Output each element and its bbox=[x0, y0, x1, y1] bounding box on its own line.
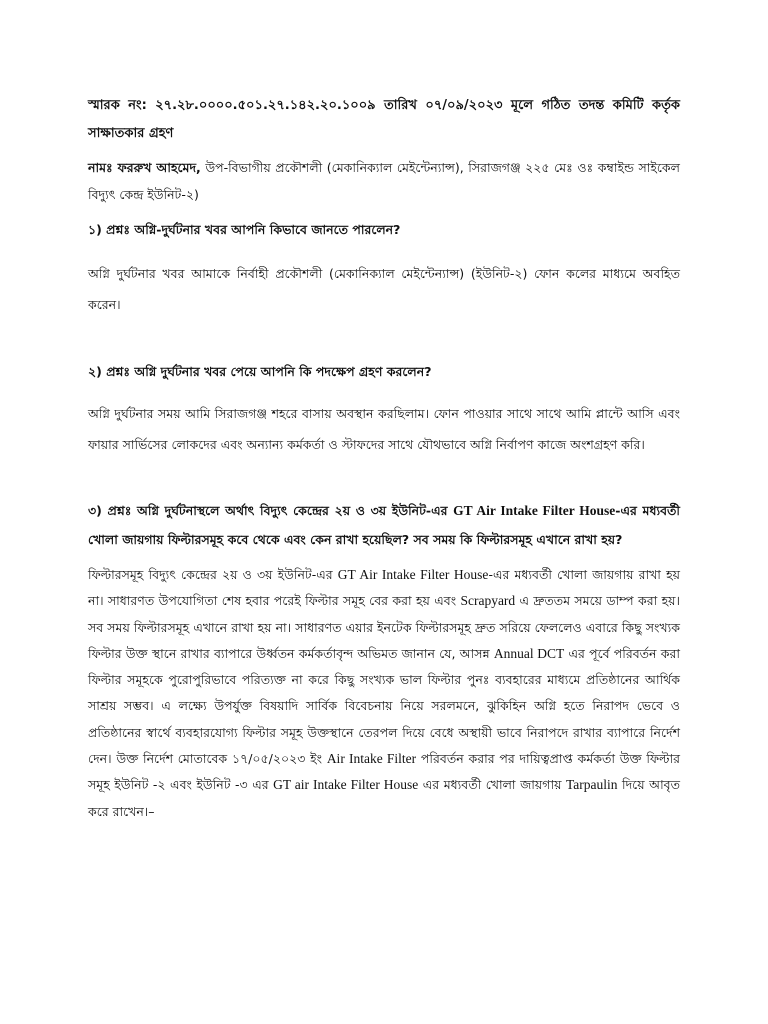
answer-1: অগ্নি দুর্ঘটনার খবর আমাকে নির্বাহী প্রকৌশলী (মেকানিক্যাল মেইন্টেন্যান্স) (ইউনিট-২) ফোন কলের মাধ্যমে অবহিত করেন। bbox=[88, 266, 680, 312]
interviewee-name: নামঃ ফররুখ আহমেদ, bbox=[88, 160, 201, 175]
memo-reference-heading: স্মারক নং: ২৭.২৮.০০০০.৫০১.২৭.১৪২.২০.১০০৯ তারিখ ০৭/০৯/২০২৩ মূলে গঠিত তদন্ত কমিটি কর্তৃক সাক্ষাতকার গ্রহণ bbox=[88, 98, 680, 141]
interviewee-designation: উপ-বিভাগীয় প্রকৌশলী (মেকানিক্যাল মেইন্টেন্যান্স), সিরাজগঞ্জ ২২৫ মেঃ ওঃ কম্বাইন্ড সাইকেল বিদ্যুৎ কেন্দ্র ইউনিট-২) bbox=[88, 160, 680, 202]
question-1: ১) প্রশ্নঃ অগ্নি-দুর্ঘটনার খবর আপনি কিভাবে জানতে পারলেন? bbox=[88, 222, 401, 237]
answer-3-latin-term: Annual DCT bbox=[493, 645, 565, 661]
answer-2: অগ্নি দুর্ঘটনার সময় আমি সিরাজগঞ্জ শহরে বাসায় অবস্থান করছিলাম। ফোন পাওয়ার সাথে সাথে আমি প্লান্টে আসি এবং ফায়ার সার্ভিসের লোকদের এবং অন্যান্য কর্মকর্তা ও স্টাফদের সাথে যৌথভাবে অগ্নি নির্বাপণ কাজে অংশগ্রহণ করি। bbox=[88, 406, 680, 452]
answer-3-part: ফিল্টারসমূহ বিদ্যুৎ কেন্দ্রের ২য় ও ৩য় ইউনিট-এর bbox=[88, 567, 338, 582]
question-3-part: ৩) প্রশ্নঃ অগ্নি দুর্ঘটনাস্থলে অর্থাৎ বিদ্যুৎ কেন্দ্রের ২য় ও ৩য় ইউনিট-এর bbox=[88, 503, 454, 518]
question-3-part: -এর মধ্যবর্তী খোলা জায়গায় ফিল্টারসমূহ কবে থেকে এবং কেন রাখা হয়েছিল? সব সময় কি ফিল্টারসমূহ এখানে রাখা হয়? bbox=[88, 503, 680, 547]
answer-3 bbox=[88, 562, 680, 825]
question-3 bbox=[88, 496, 680, 554]
interviewee-info bbox=[88, 154, 680, 208]
answer-3-part: এ দ্রুততম সময়ে ডাম্প করা হয়। সব সময় ফিল্টারসমূহ এখানে রাখা হয় না। সাধারণত এয়ার ইনটেক ফিল্টারসমূহ দ্রুত সরিয়ে ফেললেও এবারে কিছু সংখ্যক ফিল্টার উক্ত স্থানে রাখার ব্যাপারে উর্ধ্বতন কর্মকর্তাবৃন্দ অভিমত জানান যে, আসন্ন bbox=[88, 593, 681, 661]
answer-3-part: এর মধ্যবর্তী খোলা জায়গায় bbox=[418, 777, 566, 793]
question-2: ২) প্রশ্নঃ অগ্নি দুর্ঘটনার খবর পেয়ে আপনি কি পদক্ষেপ গ্রহণ করলেন? bbox=[88, 364, 432, 379]
document-page bbox=[88, 92, 680, 825]
question-3-latin-term: GT Air Intake Filter House bbox=[453, 503, 616, 518]
answer-3-latin-term: GT air Intake Filter House bbox=[273, 777, 419, 793]
answer-3-latin-term: Scrapyard bbox=[460, 593, 516, 609]
answer-3-latin-term: GT Air Intake Filter House bbox=[337, 567, 489, 582]
answer-3-latin-term: Tarpaulin bbox=[565, 777, 618, 793]
answer-3-part: পরিবর্তন করার পর দায়িত্বপ্রাপ্ত কর্মকর্তা উক্ত ফিল্টার সমূহ ইউনিট -২ এবং ইউনিট -৩ এর bbox=[88, 751, 680, 793]
answer-3-latin-term: Air Intake Filter bbox=[326, 751, 417, 767]
answer-3-part: -এর মধ্যবর্তী খোলা জায়গায় রাখা হয় না। সাধারণত উপযোগিতা শেষ হবার পরেই ফিল্টার সমূহ বের করা হয় এবং bbox=[88, 567, 680, 609]
answer-3-part: এর পূর্বে পরিবর্তন করা ফিল্টার সমূহকে পুরোপুরিভাবে পরিত্যক্ত না করে কিছু সংখ্যক ভাল ফিল্টার পুনঃ ব্যবহারের মাধ্যমে প্রতিষ্ঠানের আর্থিক সাশ্রয় সম্ভব। এ লক্ষ্যে উপর্যুক্ত বিষয়াদি সার্বিক বিবেচনায় নিয়ে সরলমনে, ঝুকিহিন অগ্নি হতে নিরাপদ ভেবে ও প্রতিষ্ঠানের স্বার্থে ব্যবহারযোগ্য ফিল্টার সমূহ উক্তস্থানে তেরপল দিয়ে বেধে অস্থায়ী ভাবে নিরাপদে রাখার ব্যাপারে নির্দেশ দেন। উক্ত নির্দেশ মোতাবেক ১৭/০৫/২০২৩ ইং bbox=[88, 645, 680, 767]
answer-3-part: দিয়ে আবৃত করে রাখেন।– bbox=[88, 777, 681, 819]
